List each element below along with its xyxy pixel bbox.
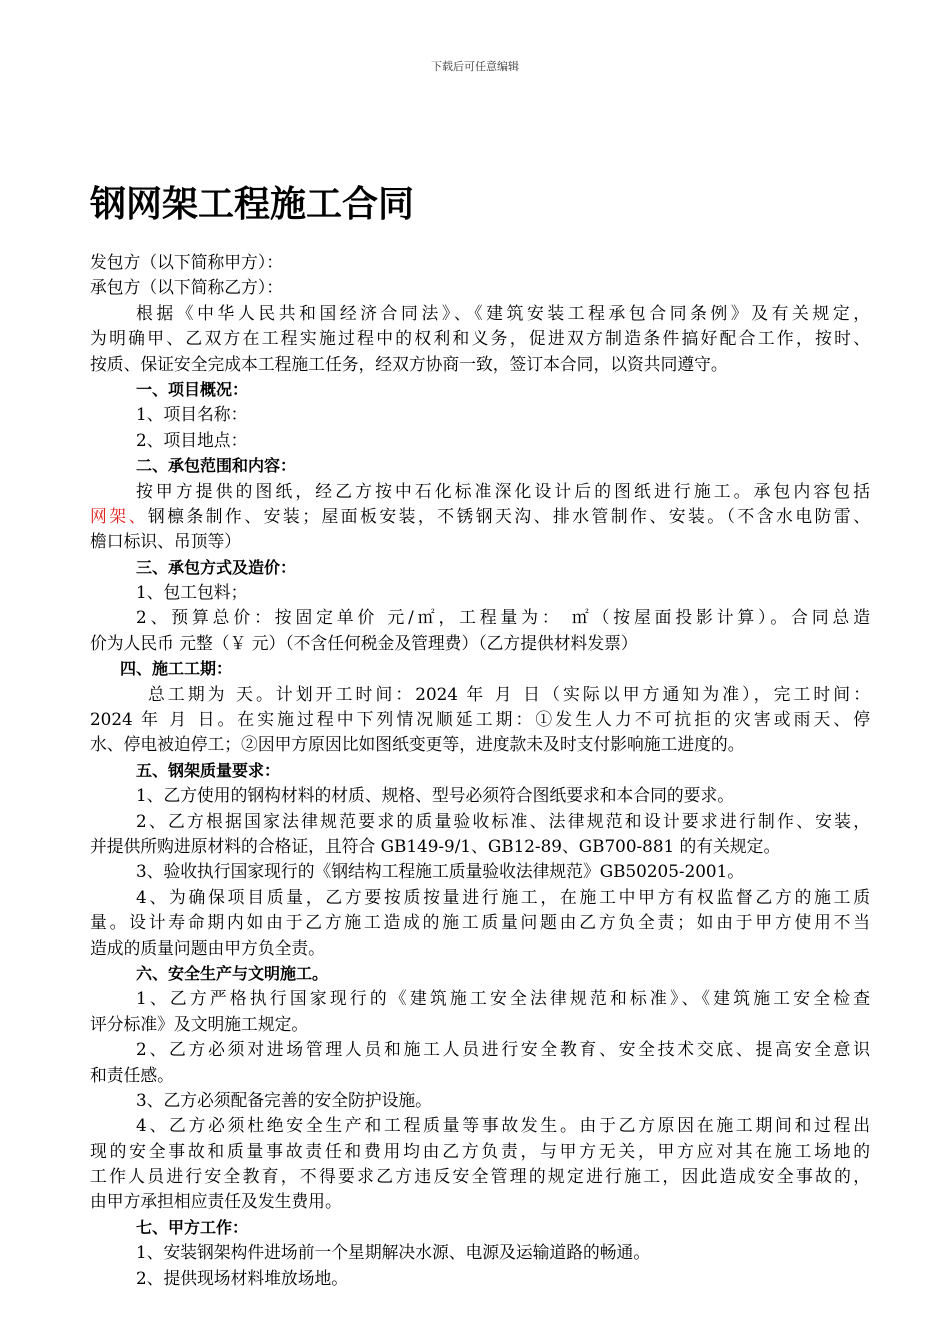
section-5-para-4-line-1: 4、为确保项目质量，乙方要按质按量进行施工，在施工中甲方有权监督乙方的施工质 bbox=[136, 886, 870, 907]
section-4-line-2: 2024 年 月 日。在实施过程中下列情况顺延工期：①发生人力不可抗拒的灾害或雨天、停 bbox=[90, 709, 870, 730]
section-6-para-3: 3、乙方必须配备完善的安全防护设施。 bbox=[136, 1089, 432, 1110]
section-2-line-3: 檐口标识、吊顶等） bbox=[90, 531, 242, 552]
section-4-line-1: 总工期为 天。计划开工时间：2024 年 月 日（实际以甲方通知为准），完工时间： bbox=[148, 683, 870, 704]
project-name-line: 1、项目名称： bbox=[136, 404, 248, 425]
section-7-para-1: 1、安装钢架构件进场前一个星期解决水源、电源及运输道路的畅通。 bbox=[136, 1242, 651, 1263]
party-a-line: 发包方（以下简称甲方）： bbox=[90, 252, 283, 272]
section-2-line-2 bbox=[90, 504, 870, 529]
section-5-para-4-line-2: 量。设计寿命期内如由于乙方施工造成的施工质量问题由乙方负全责；如由于甲方使用不当 bbox=[90, 912, 870, 933]
intro-line-1: 根据《中华人民共和国经济合同法》、《建筑安装工程承包合同条例》及有关规定， bbox=[136, 302, 870, 323]
section-1-heading: 一、项目概况： bbox=[136, 379, 249, 399]
project-location-line: 2、项目地点： bbox=[136, 429, 248, 450]
section-6-para-4-line-4: 由甲方承担相应责任及发生费用。 bbox=[90, 1191, 342, 1212]
section-6-para-2-line-1: 2、乙方必须对进场管理人员和施工人员进行安全教育、安全技术交底、提高安全意识 bbox=[136, 1039, 870, 1060]
section-5-para-2-line-1: 2、乙方根据国家法律规范要求的质量验收标准、法律规范和设计要求进行制作、安装， bbox=[136, 810, 870, 831]
party-b-line: 承包方（以下简称乙方）： bbox=[90, 277, 283, 298]
section-6-para-4-line-1: 4、乙方必须杜绝安全生产和工程质量等事故发生。由于乙方原因在施工期间和过程出 bbox=[136, 1115, 870, 1136]
section-6-para-1-line-1: 1、乙方严格执行国家现行的《建筑施工安全法律规范和标准》、《建筑施工安全检查 bbox=[136, 988, 870, 1009]
highlight-text: 网架、 bbox=[90, 505, 148, 526]
section-4-line-3: 水、停电被迫停工；②因甲方原因比如图纸变更等，进度款未及时支付影响施工进度的。 bbox=[90, 734, 745, 755]
section-6-para-4-line-2: 现的安全事故和质量事故责任和费用均由乙方负责，与甲方无关，甲方应对其在施工场地的 bbox=[90, 1140, 870, 1161]
header-note: 下载后可任意编辑 bbox=[431, 60, 519, 73]
section-3-heading: 三、承包方式及造价： bbox=[136, 557, 297, 577]
section-4-heading: 四、施工工期： bbox=[120, 659, 233, 679]
section-5-para-4-line-3: 造成的质量问题由甲方负全责。 bbox=[90, 937, 325, 958]
section-5-para-1: 1、乙方使用的钢构材料的材质、规格、型号必须符合图纸要求和本合同的要求。 bbox=[136, 785, 735, 806]
section-6-para-4-line-3: 工作人员进行安全教育，不得要求乙方违反安全管理的规定进行施工，因此造成安全事故的， bbox=[90, 1166, 870, 1187]
section-7-heading: 七、甲方工作： bbox=[136, 1217, 249, 1237]
section-3-item-1: 1、包工包料； bbox=[136, 582, 248, 603]
section-2-heading: 二、承包范围和内容： bbox=[136, 456, 297, 476]
intro-line-2: 为明确甲、乙双方在工程实施过程中的权利和义务，促进双方制造条件搞好配合工作，按时、 bbox=[90, 328, 870, 349]
document-title: 钢网架工程施工合同 bbox=[90, 184, 415, 225]
contract-body bbox=[90, 250, 870, 1291]
section-2-line-1: 按甲方提供的图纸，经乙方按中石化标准深化设计后的图纸进行施工。承包内容包括 bbox=[136, 480, 870, 501]
section-6-para-2-line-2: 和责任感。 bbox=[90, 1064, 174, 1085]
section-6-para-1-line-2: 评分标准》及文明施工规定。 bbox=[90, 1013, 309, 1034]
section-3-item-2-line-1: 2、预算总价：按固定单价 元/㎡，工程量为： ㎡（按屋面投影计算）。合同总造 bbox=[136, 607, 870, 628]
section-6-heading: 六、安全生产与文明施工。 bbox=[136, 963, 329, 983]
section-5-heading: 五、钢架质量要求： bbox=[136, 760, 281, 780]
section-3-item-2-line-2: 价为人民币 元整（￥ 元）（不含任何税金及管理费）（乙方提供材料发票） bbox=[90, 632, 638, 653]
section-2-line-2-rest: 钢檩条制作、安装；屋面板安装，不锈钢天沟、排水管制作、安装。（不含水电防雷、 bbox=[147, 505, 870, 526]
section-5-para-2-line-2: 并提供所购进原材料的合格证，且符合 GB149-9/1、GB12-89、GB700-881 的有关规定。 bbox=[90, 835, 781, 856]
section-5-para-3: 3、验收执行国家现行的《钢结构工程施工质量验收法律规范》GB50205-2001。 bbox=[136, 861, 745, 882]
section-7-para-2: 2、提供现场材料堆放场地。 bbox=[136, 1267, 349, 1288]
intro-line-3: 按质、保证安全完成本工程施工任务，经双方协商一致，签订本合同，以资共同遵守。 bbox=[90, 353, 728, 374]
